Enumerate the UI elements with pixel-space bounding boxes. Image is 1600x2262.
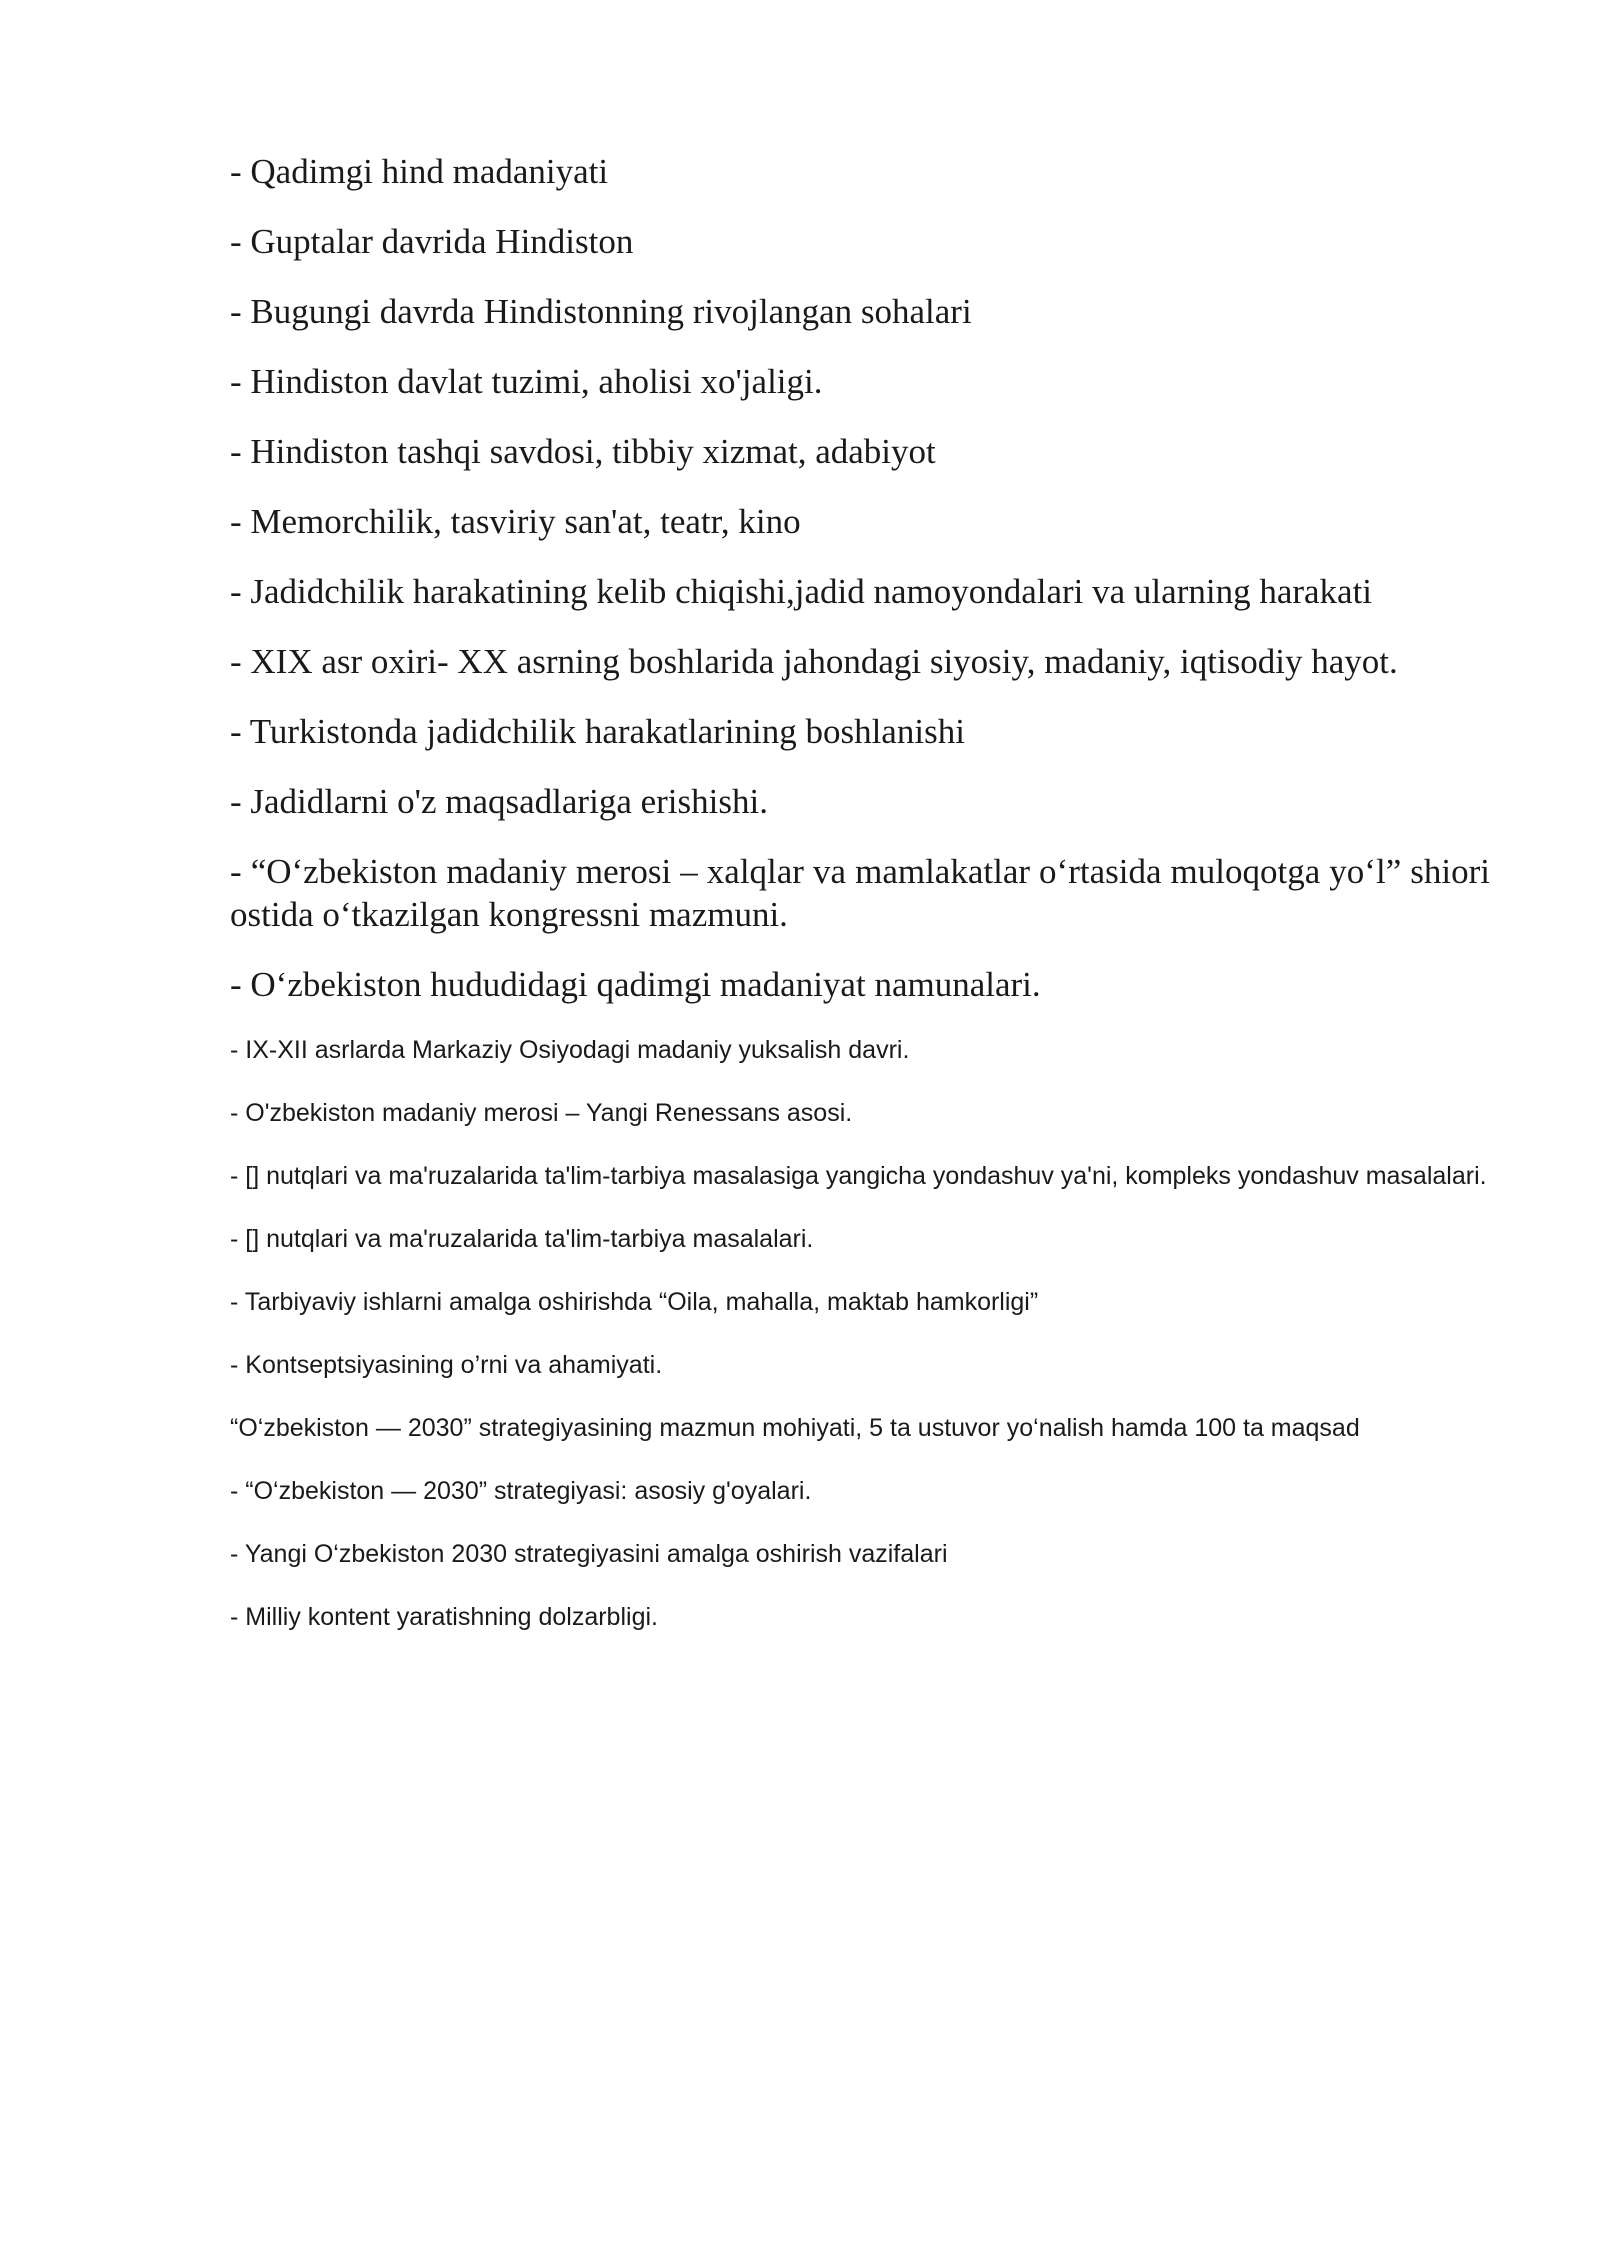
list-item: - [] nutqlari va ma'ruzalarida ta'lim-tarbiya masalalari.: [230, 1225, 814, 1253]
list-item: - Hindiston davlat tuzimi, aholisi xo'jaligi.: [230, 362, 823, 401]
list-item: - Jadidlarni o'z maqsadlariga erishishi.: [230, 782, 768, 821]
list-item: - Guptalar davrida Hindiston: [230, 222, 634, 261]
list-item: - O‘zbekiston hududidagi qadimgi madaniyat namunalari.: [230, 965, 1041, 1004]
list-item: - [] nutqlari va ma'ruzalarida ta'lim-tarbiya masalasiga yangicha yondashuv ya'ni, kompleks yondashuv masalalari.: [230, 1162, 1487, 1190]
list-item: “O‘zbekiston — 2030” strategiyasining mazmun mohiyati, 5 ta ustuvor yo‘nalish hamda 100 ta maqsad: [230, 1414, 1360, 1442]
list-item: - Tarbiyaviy ishlarni amalga oshirishda “Oila, mahalla, maktab hamkorligi”: [230, 1288, 1039, 1316]
list-item: - Yangi O‘zbekiston 2030 strategiyasini amalga oshirish vazifalari: [230, 1540, 948, 1568]
document-body: [230, 150, 1490, 1663]
list-item: - Memorchilik, tasviriy san'at, teatr, kino: [230, 502, 801, 541]
list-item: - XIX asr oxiri- XX asrning boshlarida jahondagi siyosiy, madaniy, iqtisodiy hayot.: [230, 642, 1398, 681]
list-item: - O'zbekiston madaniy merosi – Yangi Renessans asosi.: [230, 1099, 853, 1127]
list-item: - Kontseptsiyasining o’rni va ahamiyati.: [230, 1351, 663, 1379]
list-item: - Milliy kontent yaratishning dolzarbligi.: [230, 1603, 658, 1631]
secondary-topics: [230, 1033, 1490, 1634]
list-item: - “O‘zbekiston — 2030” strategiyasi: asosiy g'oyalari.: [230, 1477, 812, 1505]
list-item: - IX-XII asrlarda Markaziy Osiyodagi madaniy yuksalish davri.: [230, 1036, 910, 1064]
list-item: - Qadimgi hind madaniyati: [230, 152, 609, 191]
list-item: - Bugungi davrda Hindistonning rivojlangan sohalari: [230, 292, 972, 331]
list-item: - Turkistonda jadidchilik harakatlarining boshlanishi: [230, 712, 965, 751]
list-item: - Hindiston tashqi savdosi, tibbiy xizmat, adabiyot: [230, 432, 936, 471]
list-item: - Jadidchilik harakatining kelib chiqishi,jadid namoyondalari va ularning harakati: [230, 572, 1373, 611]
list-item: - “O‘zbekiston madaniy merosi – xalqlar va mamlakatlar o‘rtasida muloqotga yo‘l” shiori ostida o‘tkazilgan kongressni mazmuni.: [230, 852, 1490, 934]
